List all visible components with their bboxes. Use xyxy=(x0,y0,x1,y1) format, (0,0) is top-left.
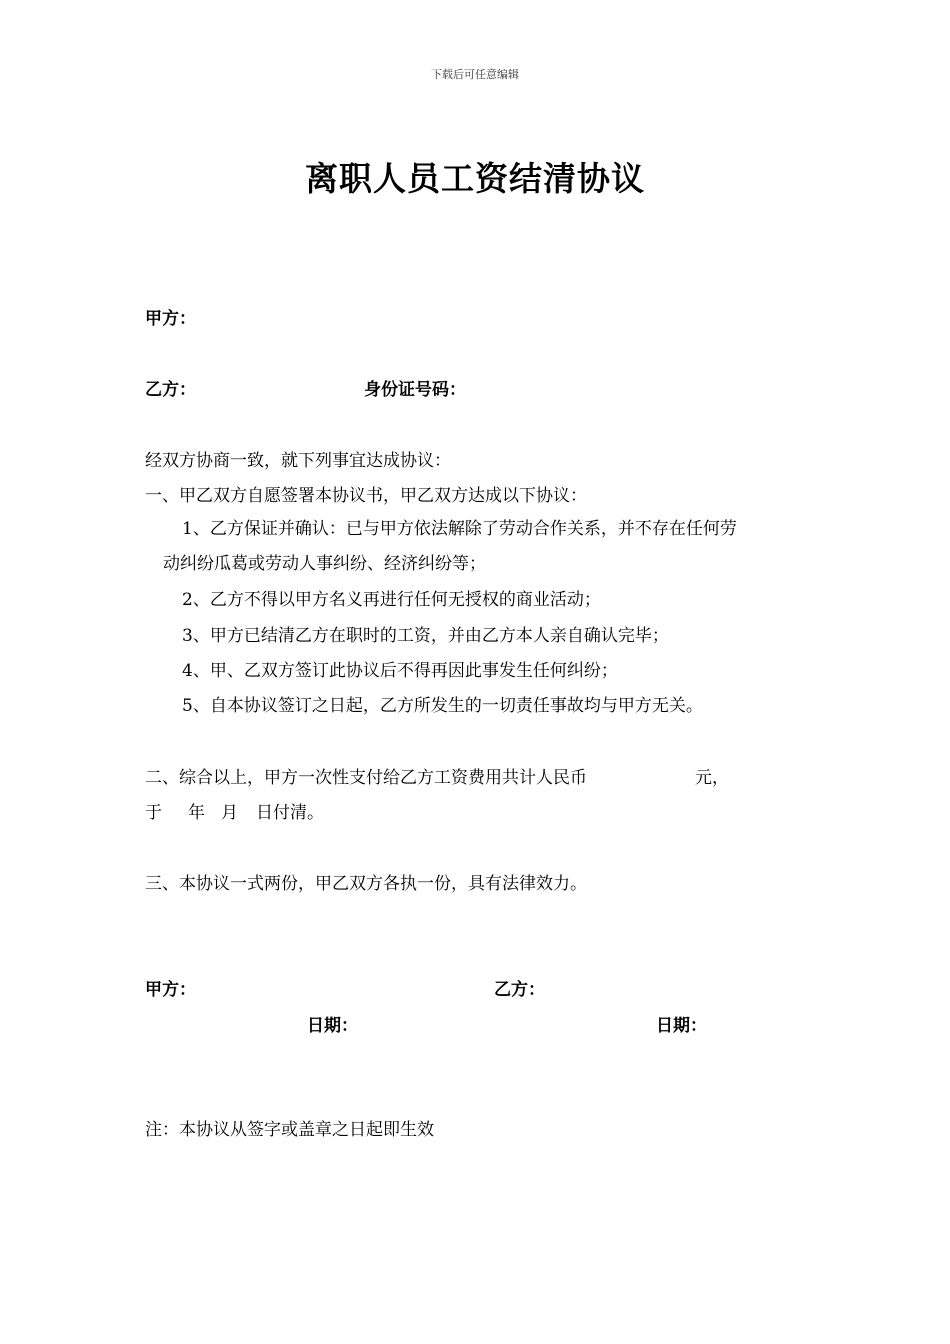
section1-item-2: 2、乙方不得以甲方名义再进行任何无授权的商业活动； xyxy=(182,590,601,610)
signature-party-a-label: 甲方： xyxy=(145,980,196,1000)
section2-year: 年 xyxy=(188,803,205,823)
section2-month: 月 xyxy=(221,803,238,823)
section2-yu: 于 xyxy=(145,803,162,823)
document-title: 离职人员工资结清协议 xyxy=(305,159,645,198)
effective-note: 注：本协议从签字或盖章之日起即生效 xyxy=(145,1120,434,1140)
signature-party-b-label: 乙方： xyxy=(494,980,545,1000)
intro-text: 经双方协商一致，就下列事宜达成协议： xyxy=(145,451,451,471)
section3-text: 三、本协议一式两份，甲乙双方各执一份，具有法律效力。 xyxy=(145,874,587,894)
signature-date-a-label: 日期： xyxy=(307,1016,358,1036)
section1-item-1: 1、乙方保证并确认：已与甲方依法解除了劳动合作关系，并不存在任何劳 xyxy=(182,519,737,539)
party-b-label: 乙方： xyxy=(145,380,196,400)
header-note: 下载后可任意编辑 xyxy=(431,68,519,81)
section1-item-4: 4、甲、乙双方签订此协议后不得再因此事发生任何纠纷； xyxy=(182,661,618,681)
section1-heading: 一、甲乙双方自愿签署本协议书，甲乙双方达成以下协议： xyxy=(145,486,587,506)
signature-date-b-label: 日期： xyxy=(656,1016,707,1036)
id-number-label: 身份证号码： xyxy=(364,380,466,400)
section2-day: 日付清。 xyxy=(256,803,324,823)
section1-item-3: 3、甲方已结清乙方在职时的工资，并由乙方本人亲自确认完毕； xyxy=(182,626,669,646)
section1-item-5: 5、自本协议签订之日起，乙方所发生的一切责任事故均与甲方无关。 xyxy=(182,696,703,716)
section2-unit: 元， xyxy=(695,768,729,788)
section1-item-1-cont: 动纠纷瓜葛或劳动人事纠纷、经济纠纷等； xyxy=(163,554,486,574)
section2-line1: 二、综合以上，甲方一次性支付给乙方工资费用共计人民币 xyxy=(145,768,587,788)
party-a-label: 甲方： xyxy=(145,309,196,329)
